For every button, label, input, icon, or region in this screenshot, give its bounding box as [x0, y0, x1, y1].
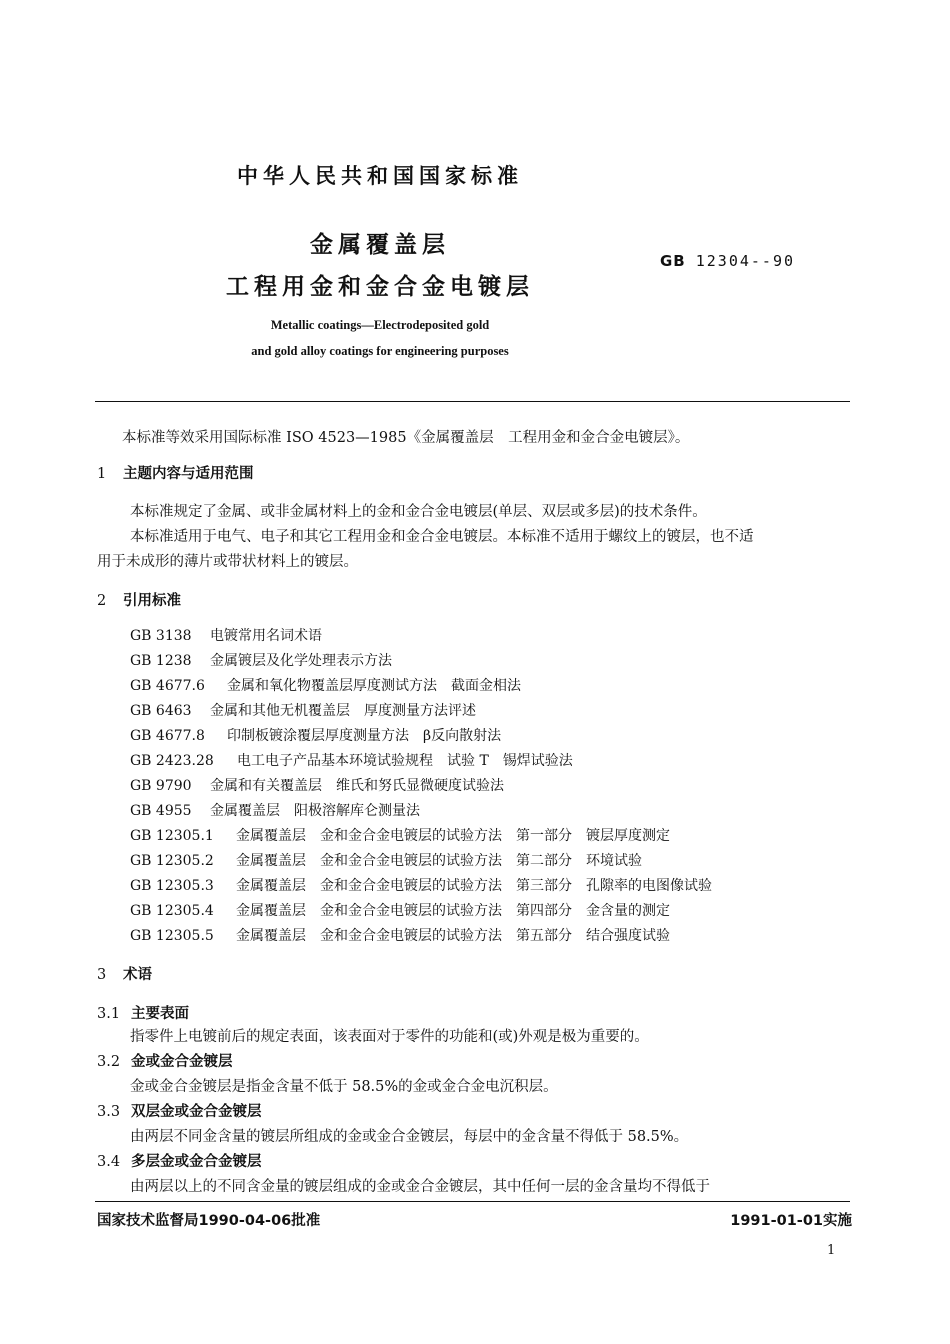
term-definition: 由两层以上的不同含金量的镀层组成的金或金合金镀层，其中任何一层的金含量均不得低于: [130, 1179, 710, 1195]
section-1-paragraph-2-line-1: 本标准适用于电气、电子和其它工程用金和金合金电镀层。本标准不适用于螺纹上的镀层，也不适: [130, 529, 754, 545]
english-title-line-2: and gold alloy coatings for engineering purposes: [251, 344, 509, 358]
reference-code: GB 3138: [130, 628, 192, 644]
reference-title: 电镀常用名词术语: [210, 628, 322, 644]
reference-item: [130, 700, 476, 720]
term-definition: 由两层不同金含量的镀层所组成的金或金合金镀层，每层中的金含量不得低于 58.5%。: [130, 1129, 689, 1145]
section-3-heading: [97, 963, 152, 984]
approval-statement: 国家技术监督局1990-04-06批准: [97, 1213, 321, 1229]
reference-item: [130, 925, 670, 945]
reference-item: [130, 850, 642, 870]
reference-code: GB 12305.5: [130, 928, 214, 944]
section-2-number: 2: [97, 593, 107, 609]
issuing-country-header: 中华人民共和国国家标准: [237, 164, 523, 188]
reference-item: [130, 650, 392, 670]
reference-item: [130, 625, 322, 645]
reference-title: 金属覆盖层 阳极溶解库仑测量法: [210, 803, 420, 819]
title-line-1: 金属覆盖层: [310, 232, 450, 258]
reference-item: [130, 825, 670, 845]
reference-item: [130, 725, 501, 745]
term-definition: 金或金合金镀层是指金含量不低于 58.5%的金或金合金电沉积层。: [130, 1079, 558, 1095]
reference-title: 金属覆盖层 金和金合金电镀层的试验方法 第二部分 环境试验: [236, 853, 642, 869]
reference-title: 印制板镀涂覆层厚度测量方法 β反向散射法: [227, 728, 502, 744]
effective-date: 1991-01-01实施: [730, 1213, 852, 1229]
reference-code: GB 4677.8: [130, 728, 205, 744]
reference-title: 金属和氧化物覆盖层厚度测试方法 截面金相法: [227, 678, 521, 694]
reference-code: GB 4955: [130, 803, 192, 819]
preface-text: 本标准等效采用国际标准 ISO 4523—1985《金属覆盖层 工程用金和金合金电镀层》。: [122, 430, 690, 446]
section-1-title: 主题内容与适用范围: [123, 466, 254, 482]
term-number: 3.1: [97, 1006, 121, 1022]
section-1-heading: [97, 462, 254, 483]
term-heading: [97, 1100, 262, 1121]
reference-item: [130, 675, 521, 695]
term-number: 3.4: [97, 1154, 121, 1170]
reference-code: GB 1238: [130, 653, 192, 669]
reference-title: 金属和其他无机覆盖层 厚度测量方法评述: [210, 703, 476, 719]
reference-code: GB 12305.2: [130, 853, 214, 869]
term-heading: [97, 1050, 233, 1071]
title-line-2: 工程用金和金合金电镀层: [226, 274, 534, 300]
reference-item: [130, 900, 670, 920]
reference-code: GB 12305.1: [130, 828, 214, 844]
reference-title: 电工电子产品基本环境试验规程 试验 T 锡焊试验法: [237, 753, 573, 769]
term-number: 3.3: [97, 1104, 121, 1120]
reference-code: GB 12305.3: [130, 878, 214, 894]
reference-title: 金属覆盖层 金和金合金电镀层的试验方法 第一部分 镀层厚度测定: [236, 828, 670, 844]
reference-title: 金属和有关覆盖层 维氏和努氏显微硬度试验法: [210, 778, 504, 794]
reference-code: GB 12305.4: [130, 903, 214, 919]
section-2-heading: [97, 589, 181, 610]
term-heading: [97, 1150, 262, 1171]
section-3-number: 3: [97, 967, 107, 983]
english-title-line-1: Metallic coatings—Electrodeposited gold: [270, 318, 490, 332]
reference-code: GB 6463: [130, 703, 192, 719]
standard-number: [660, 252, 795, 270]
term-definition: 指零件上电镀前后的规定表面，该表面对于零件的功能和(或)外观是极为重要的。: [130, 1029, 649, 1045]
header-divider: [95, 401, 850, 402]
term-title: 主要表面: [131, 1006, 189, 1022]
term-heading: [97, 1002, 189, 1023]
footer-divider: [95, 1201, 850, 1202]
reference-item: [130, 750, 573, 770]
reference-item: [130, 775, 504, 795]
term-number: 3.2: [97, 1054, 121, 1070]
reference-title: 金属镀层及化学处理表示方法: [210, 653, 392, 669]
section-3-title: 术语: [123, 967, 152, 983]
reference-item: [130, 800, 420, 820]
standard-prefix: GB: [660, 252, 686, 270]
page-number: 1: [827, 1243, 836, 1258]
term-title: 多层金或金合金镀层: [131, 1154, 262, 1170]
reference-title: 金属覆盖层 金和金合金电镀层的试验方法 第三部分 孔隙率的电图像试验: [236, 878, 712, 894]
section-1-number: 1: [97, 466, 107, 482]
reference-code: GB 2423.28: [130, 753, 214, 769]
reference-title: 金属覆盖层 金和金合金电镀层的试验方法 第四部分 金含量的测定: [236, 903, 670, 919]
reference-title: 金属覆盖层 金和金合金电镀层的试验方法 第五部分 结合强度试验: [236, 928, 670, 944]
reference-code: GB 4677.6: [130, 678, 205, 694]
term-title: 双层金或金合金镀层: [131, 1104, 262, 1120]
standard-code: 12304--90: [695, 252, 796, 270]
reference-item: [130, 875, 712, 895]
term-title: 金或金合金镀层: [131, 1054, 233, 1070]
section-2-title: 引用标准: [123, 593, 181, 609]
section-1-paragraph-1: 本标准规定了金属、或非金属材料上的金和金合金电镀层(单层、双层或多层)的技术条件。: [130, 504, 707, 520]
reference-code: GB 9790: [130, 778, 192, 794]
section-1-paragraph-2-line-2: 用于未成形的薄片或带状材料上的镀层。: [97, 554, 358, 570]
